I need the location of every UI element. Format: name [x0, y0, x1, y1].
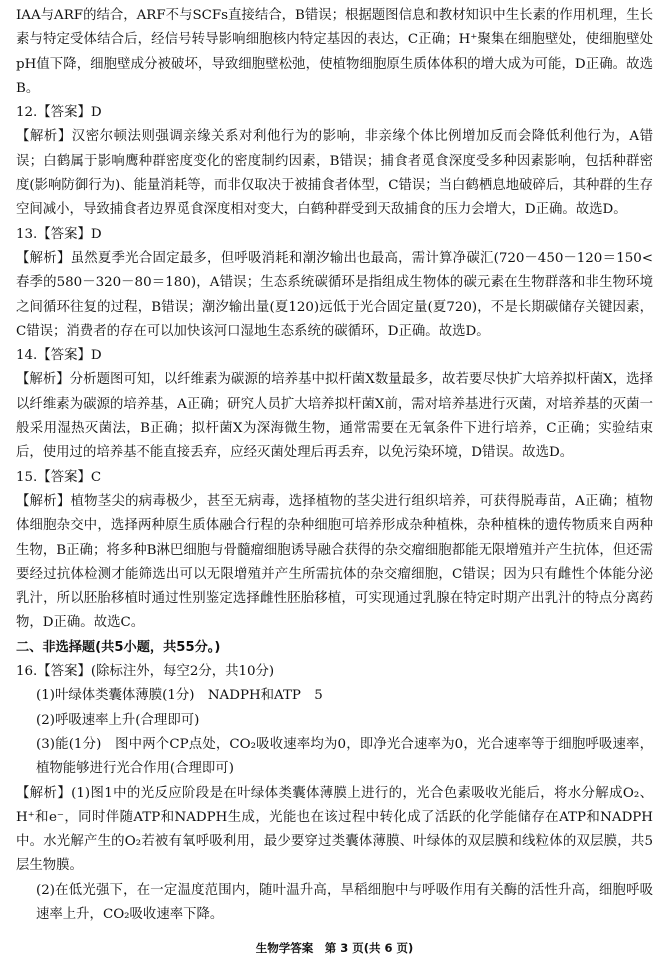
- q15-answer: 15.【答案】C: [16, 469, 102, 485]
- q16-answer-head: 16.【答案】(除标注外，每空2分，共10分): [16, 664, 275, 680]
- q16-answer-1: (1)叶绿体类囊体薄膜(1分) NADPH和ATP 5: [36, 688, 323, 704]
- q14-explanation: 【解析】分析题图可知，以纤维素为碳源的培养基中拟杆菌X数量最多，故若要尽快扩大培养拟杆菌X，选择以纤维素为碳源的培养基，A正确；研究人员扩大培养拟杆菌X前，需对培养基进行灭菌，对培养基的灭菌一般采用湿热灭菌法，B正确；拟杆菌X为深海微生物，通常需要在无氧条件下进行培养，C正确；实验结束后，使用过的培养基不能直接丢弃，应经灭菌处理后再丢弃，以免污染环境，D错误。故选D。: [16, 372, 653, 461]
- page-footer: 生物学答案 第 3 页(共 6 页): [255, 941, 414, 955]
- q13-explanation: 【解析】虽然夏季光合固定最多，但呼吸消耗和潮汐输出也最高，需计算净碳汇(720－450－120＝150<春季的580－320－80＝180)，A错误；生态系统碳循环是指组成生物体的碳元素在生物群落和非生物环境之间循环往复的过程，B错误；潮汐输出量(夏120)远低于光合固定量(夏720)，不是长期碳储存关键因素，C错误；消费者的存在可以加快该河口湿地生态系统的碳循环，D正确。故选D。: [16, 250, 653, 339]
- section-title-non-choice: 二、非选择题(共5小题，共55分。): [16, 639, 221, 655]
- q13-answer: 13.【答案】D: [16, 226, 102, 242]
- q16-explanation-2: (2)在低光强下，在一定温度范围内，随叶温升高，旱稻细胞中与呼吸作用有关酶的活性升高，细胞呼吸速率上升，CO₂吸收速率下降。: [36, 882, 653, 922]
- paragraph-q11-continued: IAA与ARF的结合，ARF不与SCFs直接结合，B错误；根据题图信息和教材知识中生长素的作用机理，生长素与特定受体结合后，经信号转导影响细胞核内特定基因的表达，C正确；H⁺聚集在细胞壁处，使细胞壁处pH值下降，细胞壁成分被破坏，导致细胞壁松弛，使植物细胞原生质体体积的增大成为可能，D正确。故选B。: [16, 8, 653, 96]
- q16-explanation-1: 【解析】(1)图1中的光反应阶段是在叶绿体类囊体薄膜上进行的，光合色素吸收光能后，将水分解成O₂、H⁺和e⁻，同时伴随ATP和NADPH生成，光能也在该过程中转化成了活跃的化学能储存在ATP和NADPH中。水光解产生的O₂若被有氧呼吸利用，最少要穿过类囊体薄膜、叶绿体的双层膜和线粒体的双层膜，共5层生物膜。: [16, 785, 653, 874]
- q16-answer-3: (3)能(1分) 图中两个CP点处，CO₂吸收速率均为0，即净光合速率为0，光合速率等于细胞呼吸速率，植物能够进行光合作用(合理即可): [36, 736, 653, 777]
- q12-explanation: 【解析】汉密尔顿法则强调亲缘关系对利他行为的影响，非亲缘个体比例增加反而会降低利他行为，A错误；白鹤属于影响鹰种群密度变化的密度制约因素，B错误；捕食者觅食深度受多种因素影响，包括种群密度(影响防御行为)、能量消耗等，而非仅取决于被捕食者体型，C错误；当白鹤栖息地破碎后，其种群的生存空间减小，导致捕食者边界觅食深度相对变大，白鹤种群受到天敌捕食的压力会增大，D正确。故选D。: [16, 129, 653, 218]
- q12-answer: 12.【答案】D: [16, 105, 102, 121]
- q16-answer-2: (2)呼吸速率上升(合理即可): [36, 712, 200, 728]
- q14-answer: 14.【答案】D: [16, 348, 102, 364]
- q15-explanation: 【解析】植物茎尖的病毒极少，甚至无病毒，选择植物的茎尖进行组织培养，可获得脱毒苗，A正确；植物体细胞杂交中，选择两种原生质体融合行程的杂种细胞可培养形成杂种植株，杂种植株的遗传物质来自两种生物，B正确；将多种B淋巴细胞与骨髓瘤细胞诱导融合获得的杂交瘤细胞都能无限增殖并产生抗体，但还需要经过抗体检测才能筛选出可以无限增殖并产生所需抗体的杂交瘤细胞，C错误；因为只有雌性个体能分泌乳汁，所以胚胎移植时通过性别鉴定选择雌性胚胎移植，可实现通过乳腺在特定时期产出乳汁的特点分离药物，D正确。故选C。: [16, 493, 653, 631]
